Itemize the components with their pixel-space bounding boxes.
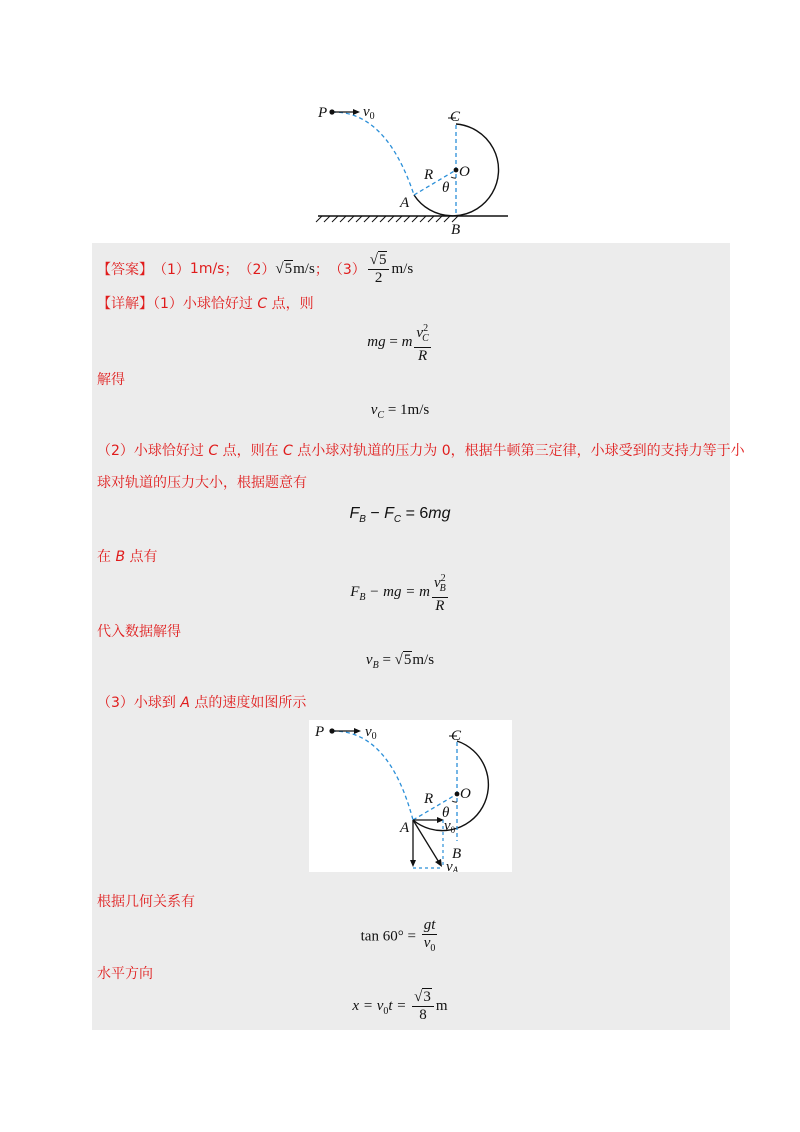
answer-part3-label: （3）	[328, 262, 366, 278]
answer-part1-value: 1m/s	[189, 261, 225, 277]
answer-part2-label: （2）	[238, 262, 276, 278]
equation-centripetal-C: mg = m $\frac{v^2_C}{R}$	[0, 320, 800, 365]
equation-tan60: tan 60° = $\frac{gt}{v_0}$	[360, 917, 436, 954]
label-theta: θ	[442, 805, 450, 821]
answer-part1-label: （1）	[153, 262, 190, 278]
answer-part3-value: $\frac{√5}{2}$ m/s	[369, 251, 414, 286]
label-v0: $v_0$	[363, 104, 375, 122]
label-A: A	[400, 820, 410, 836]
substitute-text: 代入数据解得	[97, 624, 181, 640]
label-R: R	[424, 167, 434, 183]
answer-part2-value: √5m/s	[275, 260, 315, 277]
solve-text-1: 解得	[97, 372, 125, 388]
answer-line	[97, 251, 414, 286]
label-C: C	[450, 109, 461, 125]
answer-sep2: ；	[314, 262, 329, 278]
equation-horizontal-x: $x = v_0t$ = $\frac{√3}{8}$ m	[352, 989, 448, 1023]
answer-sep1: ；	[224, 262, 239, 278]
label-v0: $v_0$	[365, 724, 377, 742]
detail-part1-line: 【详解】（1）小球恰好过 C 点，则	[97, 296, 314, 312]
label-v0-vector: $v_0$	[444, 818, 456, 835]
label-P: P	[315, 724, 325, 740]
label-theta: θ	[442, 180, 450, 196]
label-C: C	[451, 728, 462, 744]
label-A: A	[400, 195, 410, 211]
at-B-text: 在 B 点有	[97, 549, 158, 565]
label-R: R	[424, 791, 434, 807]
horizontal-text: 水平方向	[97, 966, 153, 982]
detail-part2-line1: （2）小球恰好过 C 点，则在 C 点小球对轨道的压力为 0，根据牛顿第三定律，小球受到的支持力等于小	[97, 443, 745, 459]
geometry-text: 根据几何关系有	[97, 894, 195, 910]
equation-force-difference: $F_B - F_C = 6mg$	[349, 505, 451, 526]
label-O: O	[460, 786, 471, 802]
answer-heading: 【答案】	[97, 262, 153, 278]
label-B: B	[452, 846, 462, 862]
detail-part2-line2: 球对轨道的压力大小，根据题意有	[97, 475, 307, 491]
figure-velocity-diagram	[309, 720, 512, 872]
label-vA: vA	[446, 859, 459, 872]
equation-vB: $v_B = √5m/s$	[365, 652, 435, 671]
detail-part3-line: （3）小球到 A 点的速度如图所示	[97, 695, 307, 711]
label-O: O	[459, 164, 470, 180]
label-P: P	[318, 105, 328, 121]
equation-vC: $v_C = 1m/s$	[370, 402, 430, 421]
label-B: B	[451, 222, 461, 238]
figure-track-diagram	[310, 95, 520, 240]
equation-newton-B: $F_B$ − mg = m $\frac{v^2_B}{R}$	[0, 570, 800, 615]
